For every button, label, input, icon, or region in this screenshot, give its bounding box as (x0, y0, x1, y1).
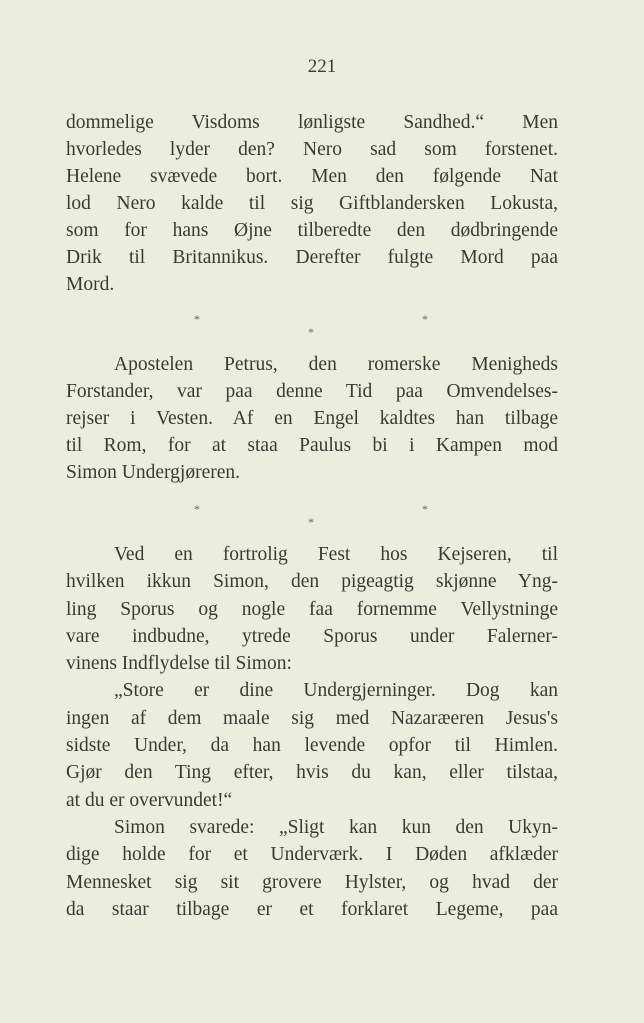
text-line: sidste Under, da han levende opfor til Himlen. (66, 735, 558, 757)
separator-star: * (422, 502, 428, 516)
text-line: vare indbudne, ytrede Sporus under Falerner- (66, 625, 558, 647)
text-line: som for hans Øjne tilberedte den dødbringende (66, 220, 558, 241)
separator-star: * (194, 502, 200, 516)
text-line: Simon Undergjøreren. (66, 462, 241, 483)
text-line: rejser i Vesten. Af en Engel kaldtes han tilbage (66, 408, 558, 429)
text-line: dommelige Visdoms lønligste Sandhed.“ Men (66, 112, 558, 133)
text-line: Helene svævede bort. Men den følgende Nat (66, 166, 558, 187)
section-separator-2 (0, 502, 644, 532)
text-line: Simon svarede: „Sligt kan kun den Ukyn- (114, 816, 558, 838)
text-line: Drik til Britannikus. Derefter fulgte Mord paa (66, 247, 558, 268)
separator-star: * (194, 312, 200, 326)
separator-star: * (422, 312, 428, 326)
text-line: lod Nero kalde til sig Giftblandersken Lokusta, (66, 193, 558, 214)
separator-star: * (308, 325, 314, 339)
text-line: hvorledes lyder den? Nero sad som forstenet. (66, 139, 558, 160)
text-line: da staar tilbage er et forklaret Legeme, paa (66, 898, 558, 920)
text-line: Apostelen Petrus, den romerske Menigheds (114, 354, 558, 375)
paragraph-1 (66, 109, 558, 298)
section-separator-1 (0, 312, 644, 342)
text-line: Gjør den Ting efter, hvis du kan, eller tilstaa, (66, 762, 558, 784)
text-line: hvilken ikkun Simon, den pigeagtig skjønne Yng- (66, 571, 558, 593)
text-line: ingen af dem maale sig med Nazaræeren Jesus's (66, 707, 558, 729)
text-line: Mennesket sig sit grovere Hylster, og hvad der (66, 871, 558, 893)
text-line: at du er overvundet!“ (66, 789, 233, 811)
paragraph-3 (66, 541, 558, 923)
text-line: vinens Indflydelse til Simon: (66, 653, 292, 675)
text-line: Ved en fortrolig Fest hos Kejseren, til (114, 544, 558, 565)
text-line: ling Sporus og nogle faa fornemme Vellystninge (66, 598, 558, 620)
page-number: 221 (307, 56, 337, 77)
text-line: „Store er dine Undergjerninger. Dog kan (114, 680, 558, 702)
text-line: dige holde for et Underværk. I Døden afklæder (66, 844, 558, 866)
separator-star: * (308, 515, 314, 529)
text-line: til Rom, for at staa Paulus bi i Kampen mod (66, 435, 558, 456)
paragraph-2 (66, 351, 558, 486)
text-line: Mord. (66, 274, 115, 295)
text-line: Forstander, var paa denne Tid paa Omvendelses- (66, 381, 558, 402)
